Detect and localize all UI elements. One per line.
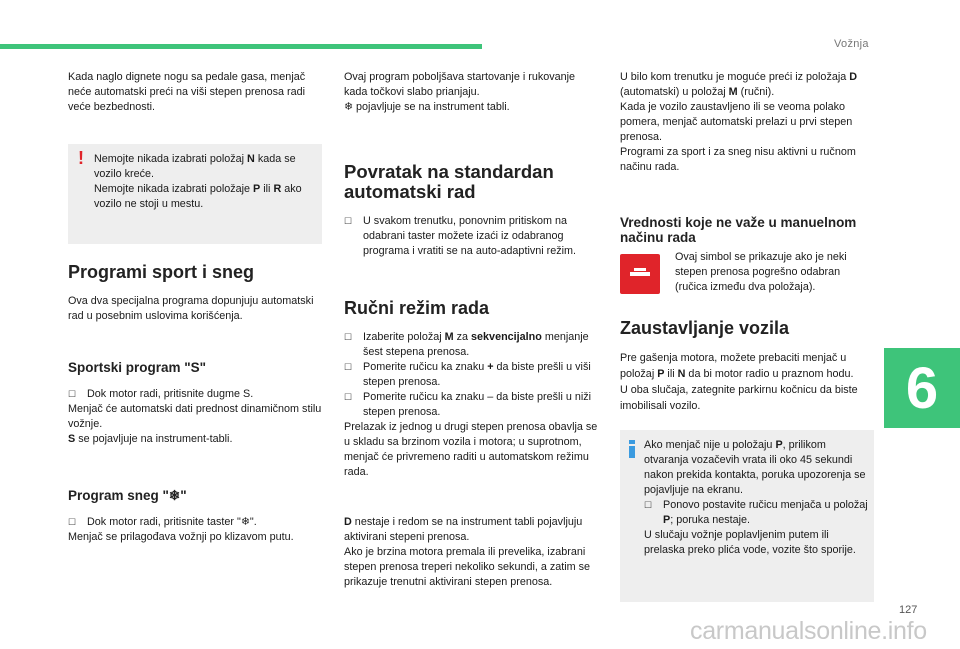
check-box-icon: ☐ (344, 332, 353, 342)
chapter-tab: 6 (884, 348, 960, 428)
auto-bullet: ☐ U svakom trenutku, ponovnim pritiskom na odabrani taster možete izaći iz odabranog programa i vratiti se na auto-adaptivni režim. (344, 215, 577, 257)
snow-bullet: ☐ Dok motor radi, pritisnite taster "❄". (68, 516, 257, 528)
info-bullet: ☐ Ponovo postavite ručicu menjača u položaj P; poruka nestaje. (644, 499, 868, 526)
info-box (620, 430, 874, 602)
snow-heading: Program sneg "❄" (68, 488, 187, 503)
manual-bullet-3: ☐ Pomerite ručicu ka znaku – da biste prešli u niži stepen prenosa. (344, 391, 592, 418)
sport-text: Menjač će automatski dati prednost dinamičnom stilu vožnje. (68, 403, 322, 430)
section-color-bar (0, 44, 482, 49)
check-box-icon: ☐ (68, 389, 77, 399)
page-number: 127 (899, 604, 918, 616)
manual-section (344, 298, 602, 480)
info-icon (627, 440, 637, 458)
sport-bullet: ☐ Dok motor radi, pritisnite dugme S. (68, 388, 254, 400)
section-label: Vožnja (834, 38, 869, 50)
intro-text: Kada naglo dignete nogu sa pedale gasa, menjač neće automatski preći na viši stepen prenosa radi veće bezbednosti. (68, 71, 306, 113)
snow-section (68, 488, 328, 545)
check-box-icon: ☐ (344, 392, 353, 402)
programs-inactive-text: Programi za sport i za sneg nisu aktivni u ručnom načinu rada. (620, 146, 856, 173)
manual-text: Prelazak iz jednog u drugi stepen prenosa obavlja se u skladu sa brzinom vozila i motora; u suprotnom, menjač će privremeno raditi u automatskom režimu rada. (344, 421, 598, 478)
info-text: Ako menjač nije u položaju P, prilikom otvaranja vozačevih vrata ili oko 45 sekundi nakon prekida kontakta, poruka upozorenja se pojavljuje na ekranu. ☐ Ponovo postavite ručicu menjača u položaj P; poruka nestaje. U slučaju vožnje poplavljenim putem ili prelaska preko plića vode, vozite što sporije. (644, 439, 868, 556)
gear-display-section (344, 515, 602, 590)
manual-bullet-2: ☐ Pomerite ručicu ka znaku + da biste prešli u viši stepen prenosa. (344, 361, 591, 388)
blink-text: Ako je brzina motora premala ili prevelika, izabrani stepen prenosa treperi nekoliko sekundi, a zatim se prikazuje trenutni aktivirani stepen prenosa. (344, 546, 591, 588)
check-box-icon: ☐ (68, 517, 77, 527)
sport-text-2: S se pojavljuje na instrument-tabli. (68, 433, 233, 445)
stop-heading: Zaustavljanje vozila (620, 318, 790, 338)
watermark: carmanualsonline.info (690, 617, 927, 645)
warning-box (68, 144, 322, 244)
snow-text: Menjač se prilagođava vožnji po klizavom putu. (68, 531, 294, 543)
invalid-text: Ovaj simbol se prikazuje ako je neki stepen prenosa pogrešno odabran (ručica između dva položaja). (675, 251, 847, 293)
sport-snow-heading: Programi sport i sneg (68, 262, 255, 282)
invalid-text-wrap (675, 250, 875, 295)
column-1-lower (68, 262, 322, 324)
sport-heading: Sportski program "S" (68, 360, 207, 375)
snow-indicator-text: ❄ pojavljuje se na instrument tabli. (344, 101, 510, 113)
first-gear-text: Kada je vozilo zaustavljeno ili se veoma polako pomera, menjač automatski prelazi u prvi stepen prenosa. (620, 101, 853, 143)
check-box-icon: ☐ (344, 216, 353, 226)
invalid-gear-symbol (620, 254, 660, 294)
dm-text: U bilo kom trenutku je moguće preći iz položaja D (automatski) u položaj M (ručni). (620, 71, 858, 98)
check-box-icon: ☐ (644, 500, 653, 510)
auto-section (344, 162, 598, 259)
sport-section (68, 360, 322, 447)
stop-section (620, 318, 876, 414)
stop-text-2: U oba slučaja, zategnite parkirnu kočnicu da biste imobilisali vozilo. (620, 384, 858, 412)
check-box-icon: ☐ (344, 362, 353, 372)
d-text: D nestaje i redom se na instrument tabli pojavljuju aktivirani stepeni prenosa. (344, 516, 583, 543)
sport-snow-text: Ova dva specijalna programa dopunjuju automatski rad u posebnim uslovima korišćenja. (68, 295, 314, 322)
column-1 (68, 70, 322, 115)
column-2 (344, 70, 598, 115)
stop-text: Pre gašenja motora, možete prebaciti menjač u položaj P ili N da bi motor radio u praznom hodu. (620, 352, 854, 380)
invalid-heading: Vrednosti koje ne važe u manuelnom načinu rada (620, 215, 857, 245)
exclamation-icon: ! (78, 148, 84, 168)
manual-heading: Ručni režim rada (344, 298, 490, 318)
program-text: Ovaj program poboljšava startovanje i rukovanje kada točkovi slabo prianjaju. (344, 71, 576, 98)
invalid-section (620, 215, 876, 245)
manual-bullet-1: ☐ Izaberite položaj M za sekvencijalno menjanje šest stepena prenosa. (344, 331, 589, 358)
auto-heading: Povratak na standardan automatski rad (344, 161, 554, 202)
warning-text: Nemojte nikada izabrati položaj N kada se vozilo kreće. Nemojte nikada izabrati položaje P ili R ako vozilo ne stoji u mestu. (94, 153, 302, 210)
column-3 (620, 70, 876, 175)
